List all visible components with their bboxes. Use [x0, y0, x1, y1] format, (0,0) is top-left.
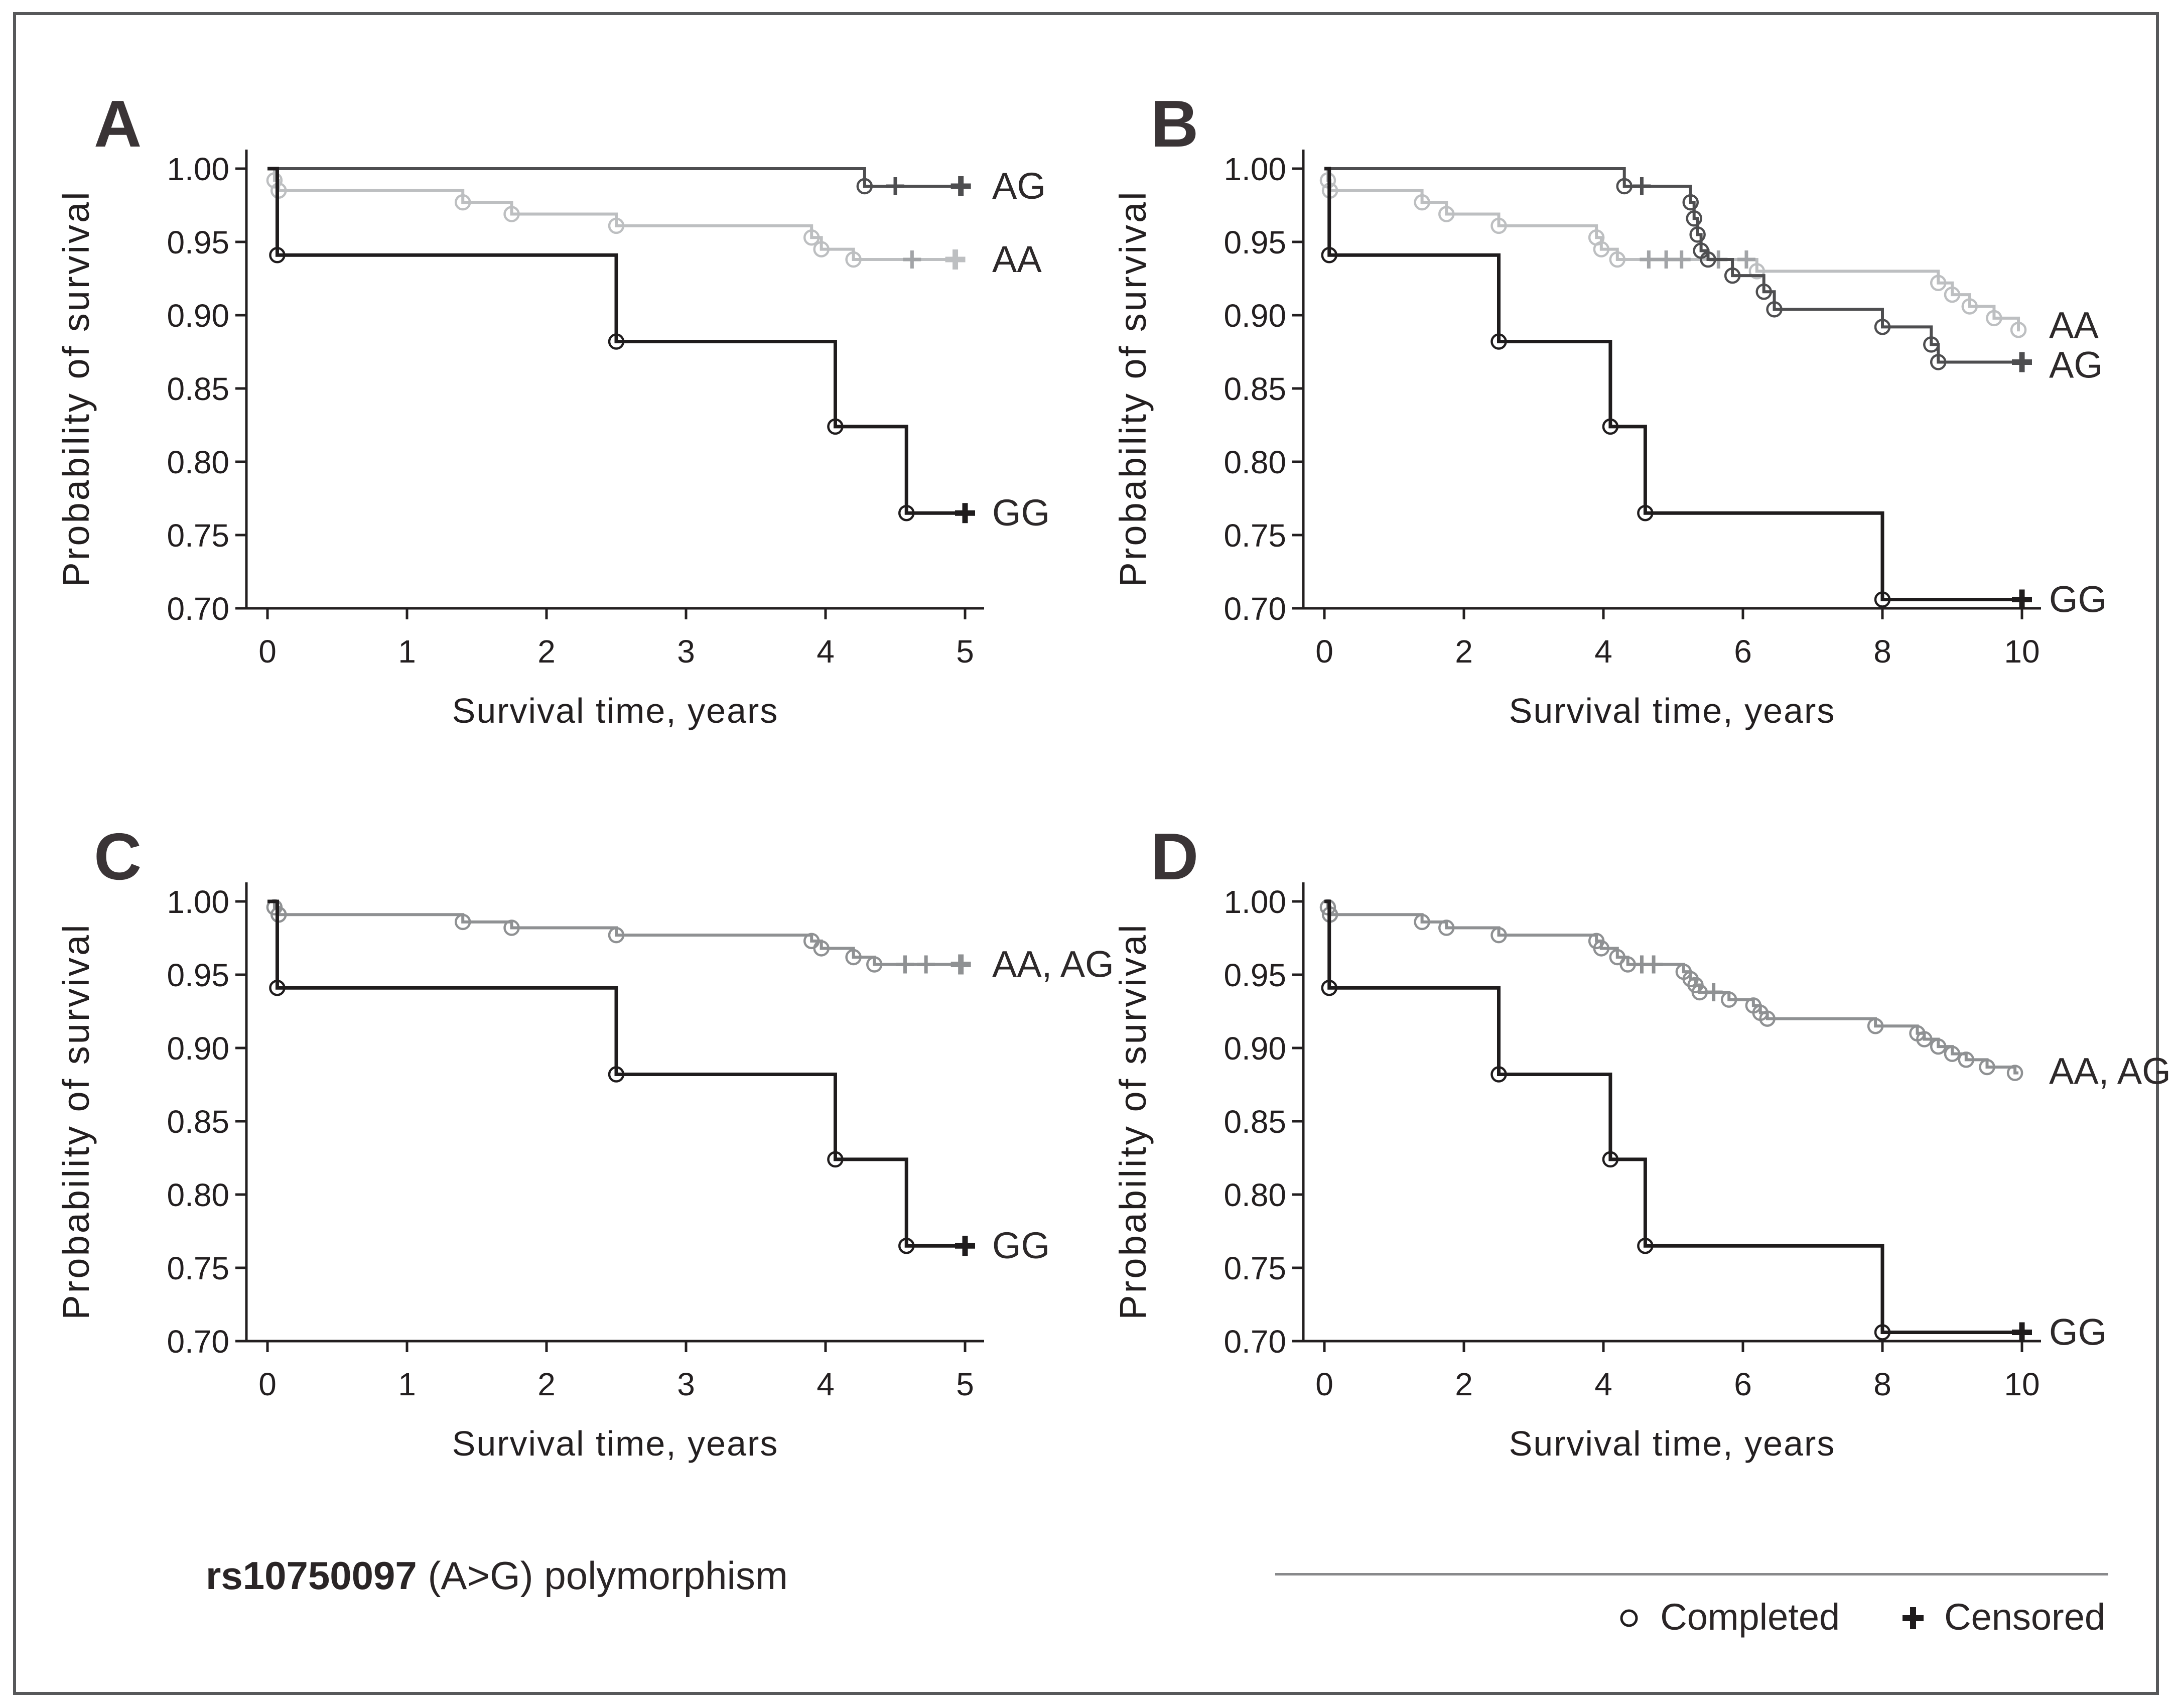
svg-text:1: 1	[398, 1366, 416, 1402]
svg-text:AG: AG	[992, 165, 1046, 207]
svg-text:0.80: 0.80	[167, 444, 229, 480]
legend-items	[1275, 1596, 2108, 1638]
svg-text:0.70: 0.70	[1224, 1324, 1286, 1360]
svg-text:6: 6	[1734, 1366, 1752, 1402]
svg-text:1.00: 1.00	[1224, 884, 1286, 920]
svg-text:0: 0	[1315, 1366, 1333, 1402]
svg-text:D: D	[1151, 820, 1199, 893]
svg-text:0.95: 0.95	[167, 224, 229, 260]
svg-text:3: 3	[677, 633, 695, 670]
svg-text:0.85: 0.85	[1224, 1104, 1286, 1140]
svg-text:Probability of survival: Probability of survival	[55, 190, 97, 587]
svg-text:5: 5	[956, 633, 974, 670]
svg-text:0.70: 0.70	[167, 591, 229, 627]
svg-text:0.90: 0.90	[167, 1030, 229, 1067]
svg-text:2: 2	[1455, 633, 1473, 670]
svg-text:Probability of survival: Probability of survival	[1112, 190, 1154, 587]
svg-text:AA, AG: AA, AG	[992, 943, 1114, 985]
svg-text:0.85: 0.85	[1224, 371, 1286, 407]
svg-text:6: 6	[1734, 633, 1752, 670]
svg-text:Probability of survival: Probability of survival	[55, 923, 97, 1320]
svg-text:5: 5	[956, 1366, 974, 1402]
panel-grid	[29, 32, 2171, 1498]
panel-b-survival-chart	[1086, 32, 2143, 765]
legend-censored-label: Censored	[1944, 1596, 2105, 1638]
svg-text:3: 3	[677, 1366, 695, 1402]
figure-frame	[13, 12, 2171, 1695]
svg-text:0.80: 0.80	[1224, 444, 1286, 480]
figure-caption	[206, 1553, 788, 1599]
svg-text:0.80: 0.80	[1224, 1177, 1286, 1213]
svg-text:0.80: 0.80	[167, 1177, 229, 1213]
svg-text:Probability of survival: Probability of survival	[1112, 923, 1154, 1320]
svg-text:4: 4	[1594, 633, 1612, 670]
svg-text:0.90: 0.90	[167, 298, 229, 334]
svg-text:1.00: 1.00	[167, 884, 229, 920]
svg-text:0.85: 0.85	[167, 1104, 229, 1140]
svg-text:Survival time, years: Survival time, years	[452, 1424, 779, 1463]
svg-text:0.75: 0.75	[1224, 1250, 1286, 1286]
svg-text:0.95: 0.95	[1224, 224, 1286, 260]
caption-text: (A>G) polymorphism	[417, 1553, 788, 1598]
legend-divider	[1275, 1573, 2108, 1575]
panel-d-survival-chart	[1086, 765, 2171, 1498]
marker-legend	[1275, 1507, 2108, 1638]
svg-text:GG: GG	[992, 1225, 1050, 1267]
svg-text:GG: GG	[992, 492, 1050, 534]
censored-plus-icon	[1899, 1603, 1927, 1631]
svg-text:10: 10	[2004, 633, 2040, 670]
svg-text:AA: AA	[2049, 304, 2099, 346]
svg-text:1: 1	[398, 633, 416, 670]
svg-text:0: 0	[258, 633, 277, 670]
completed-circle-icon	[1615, 1603, 1643, 1631]
svg-text:0.70: 0.70	[167, 1324, 229, 1360]
svg-text:0.90: 0.90	[1224, 1030, 1286, 1067]
svg-text:0.75: 0.75	[167, 517, 229, 554]
svg-text:0: 0	[1315, 633, 1333, 670]
svg-text:GG: GG	[2049, 578, 2107, 620]
svg-text:0.95: 0.95	[167, 957, 229, 993]
svg-text:4: 4	[817, 1366, 835, 1402]
svg-text:8: 8	[1873, 1366, 1891, 1402]
panel-a-survival-chart	[29, 32, 1086, 765]
svg-text:0.90: 0.90	[1224, 298, 1286, 334]
svg-text:Survival time, years: Survival time, years	[1509, 691, 1836, 730]
svg-text:0.95: 0.95	[1224, 957, 1286, 993]
svg-text:0.75: 0.75	[167, 1250, 229, 1286]
legend-completed-label: Completed	[1660, 1596, 1840, 1638]
svg-text:10: 10	[2004, 1366, 2040, 1402]
svg-text:Survival time, years: Survival time, years	[1509, 1424, 1836, 1463]
svg-text:0.85: 0.85	[167, 371, 229, 407]
svg-text:A: A	[94, 87, 142, 161]
svg-text:0.75: 0.75	[1224, 517, 1286, 554]
snp-id: rs10750097	[206, 1553, 417, 1598]
svg-text:0: 0	[258, 1366, 277, 1402]
svg-text:1.00: 1.00	[167, 151, 229, 187]
svg-text:0.70: 0.70	[1224, 591, 1286, 627]
legend-item-completed	[1615, 1596, 1840, 1638]
svg-text:2: 2	[1455, 1366, 1473, 1402]
svg-text:4: 4	[1594, 1366, 1612, 1402]
svg-text:4: 4	[817, 633, 835, 670]
svg-text:B: B	[1151, 87, 1199, 161]
svg-text:2: 2	[537, 1366, 556, 1402]
svg-text:8: 8	[1873, 633, 1891, 670]
svg-text:1.00: 1.00	[1224, 151, 1286, 187]
svg-text:GG: GG	[2049, 1311, 2107, 1353]
svg-text:AA: AA	[992, 238, 1042, 281]
svg-text:2: 2	[537, 633, 556, 670]
svg-text:C: C	[94, 820, 142, 893]
figure-footer	[16, 1507, 2156, 1638]
svg-text:AA, AG: AA, AG	[2049, 1050, 2171, 1092]
svg-text:AG: AG	[2049, 344, 2103, 386]
panel-c-survival-chart	[29, 765, 1114, 1498]
svg-text:Survival time, years: Survival time, years	[452, 691, 779, 730]
legend-item-censored	[1899, 1596, 2105, 1638]
